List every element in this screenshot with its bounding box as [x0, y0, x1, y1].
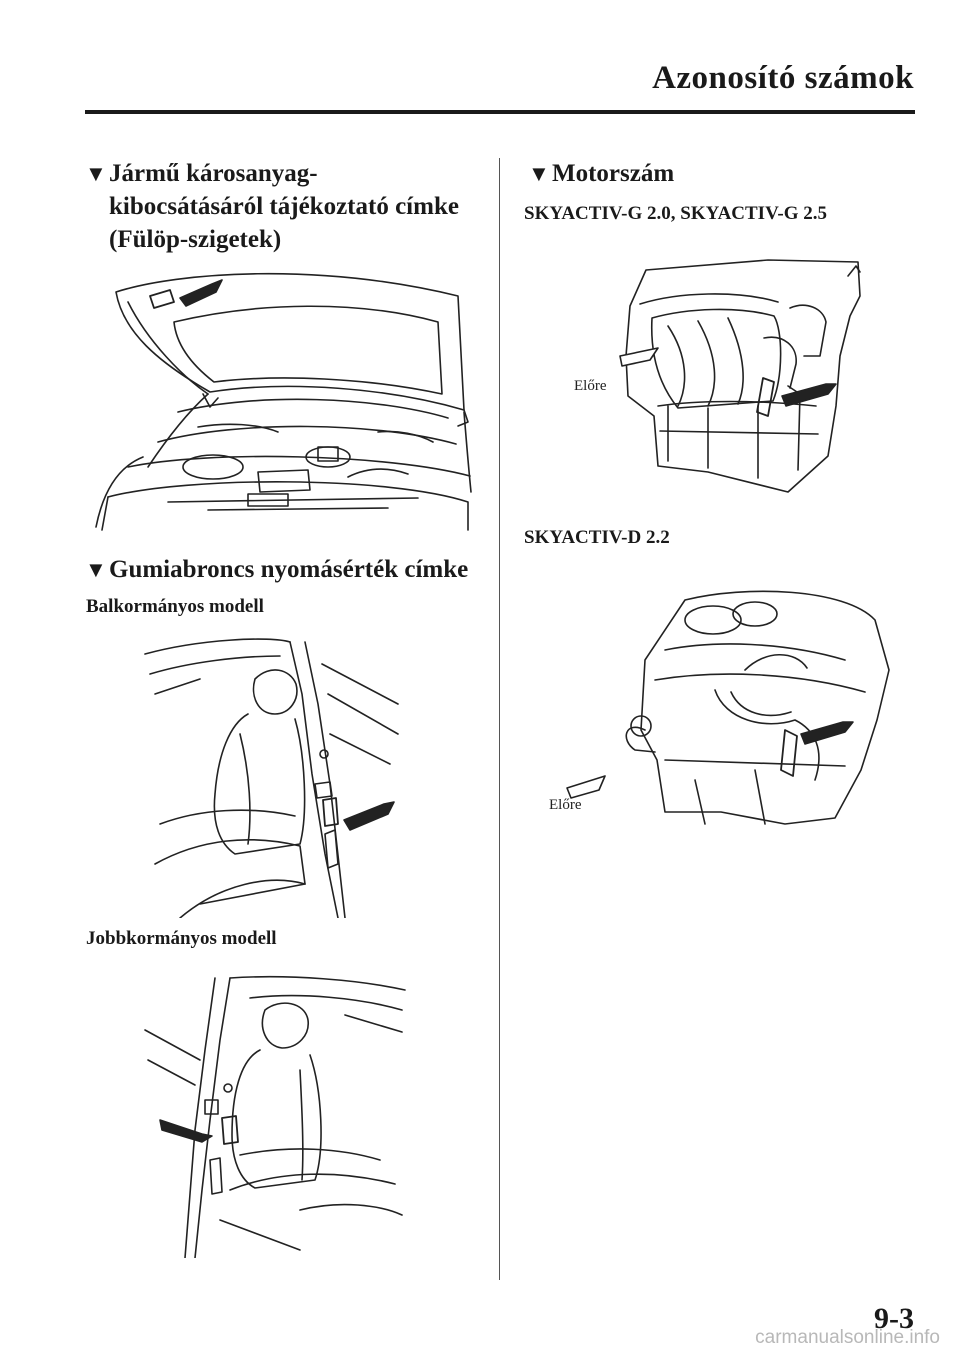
tire-section-title: ▼ Gumiabroncs nyomásérték címke [109, 553, 468, 586]
header-rule [85, 110, 915, 114]
lhd-door-pillar-illustration [140, 634, 400, 918]
section-triangle-icon: ▼ [85, 557, 107, 582]
skyactiv-d-engine-illustration [545, 580, 895, 830]
section-triangle-icon: ▼ [528, 161, 550, 186]
skyactiv-g-engine-illustration [568, 256, 868, 496]
emission-section-title: ▼ Jármű károsanyag- kibocsátásáról tájékoztató címke (Fülöp-szigetek) [109, 157, 459, 256]
engine-section-title: ▼ Motorszám [552, 157, 674, 190]
rhd-model-label: Jobbkormányos modell [86, 928, 277, 949]
page-header-title: Azonosító számok [652, 60, 914, 96]
engine-g-label: SKYACTIV-G 2.0, SKYACTIV-G 2.5 [524, 203, 827, 224]
page-number: 9-3 [874, 1302, 914, 1335]
lhd-model-label: Balkormányos modell [86, 596, 264, 617]
engine-d-label: SKYACTIV-D 2.2 [524, 527, 670, 548]
column-divider [499, 158, 500, 1280]
hood-open-illustration [88, 262, 478, 534]
watermark: carmanualsonline.info [755, 1327, 940, 1348]
front-direction-label: Előre [574, 378, 607, 394]
section-triangle-icon: ▼ [85, 161, 107, 186]
front-direction-label: Előre [549, 797, 582, 813]
rhd-door-pillar-illustration [140, 970, 410, 1258]
